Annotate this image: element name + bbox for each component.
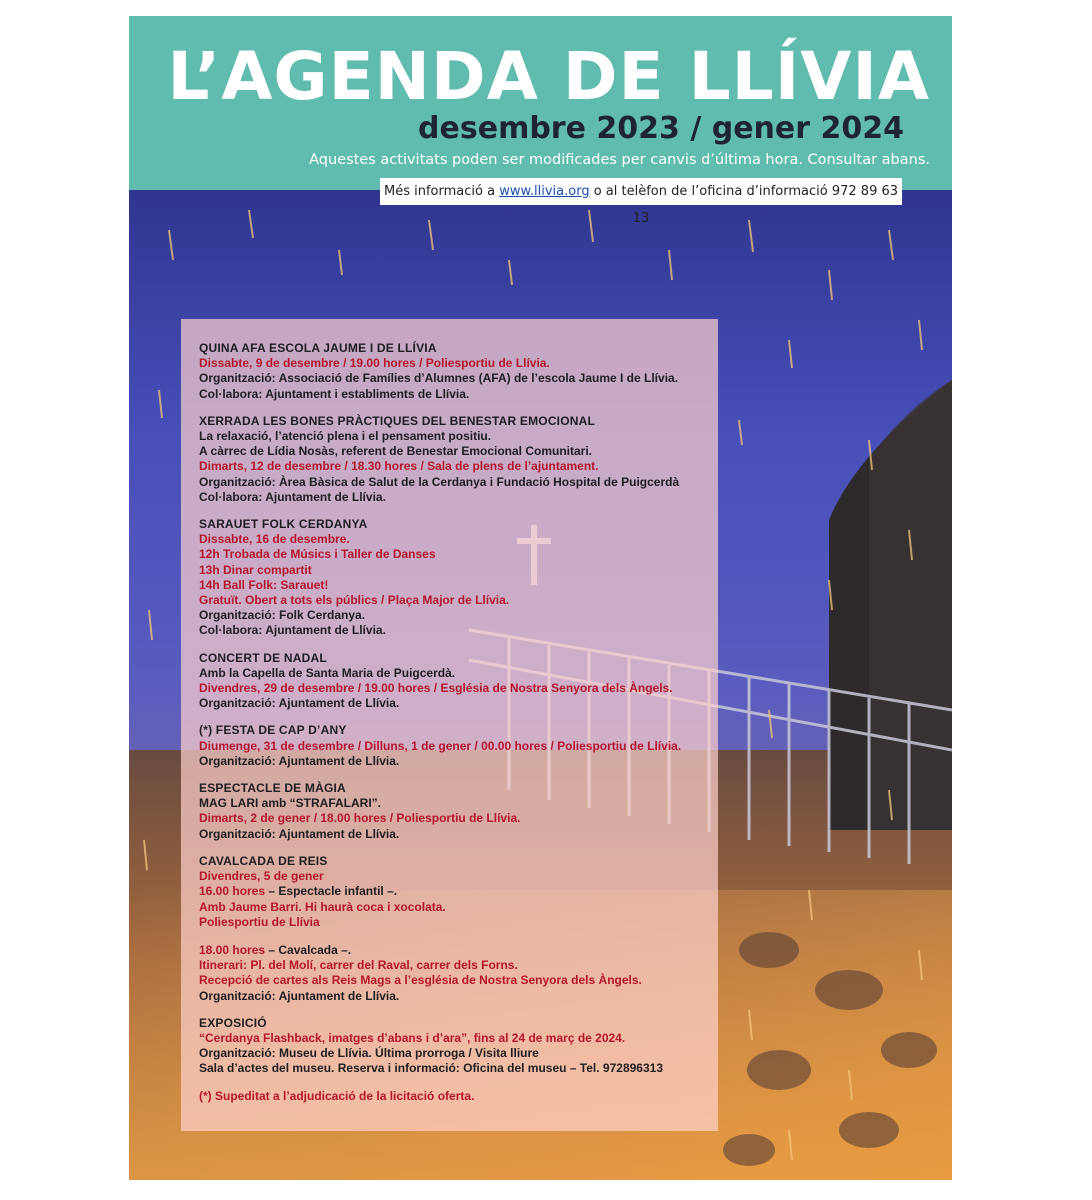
event-block [199,414,711,505]
event-detail: Col·labora: Ajuntament de Llívia. [199,489,386,504]
event-block [199,781,711,842]
event-detail: La relaxació, l’atenció plena i el pensament positiu. [199,429,492,444]
change-notice: Aquestes activitats poden ser modificades per canvis d’última hora. Consultar abans. [309,152,930,168]
agenda-poster [129,16,952,1180]
event-schedule: 12h Trobada de Músics i Taller de Danses [199,547,436,562]
event-detail [199,943,711,958]
event-block [199,854,711,1004]
event-block [199,651,711,712]
event-schedule: Dimarts, 2 de gener / 18.00 hores / Poliesportiu de Llívia. [199,811,521,826]
event-schedule: 13h Dinar compartit [199,562,312,577]
event-schedule: “Cerdanya Flashback, imatges d’abans i d’ara”, fins al 24 de març de 2024. [199,1030,626,1045]
poster-header [129,16,952,190]
event-time: 16.00 hores [199,884,266,899]
events-panel [181,319,718,1131]
event-block [199,723,711,769]
event-detail: Organització: Ajuntament de Llívia. [199,826,400,841]
event-title: CAVALCADA DE REIS [199,853,328,868]
event-detail: Organització: Ajuntament de Llívia. [199,753,400,768]
event-detail: Sala d’actes del museu. Reserva i informació: Oficina del museu – Tel. 972896313 [199,1061,663,1076]
event-schedule: Dissabte, 16 de desembre. [199,532,350,547]
event-schedule: Amb Jaume Barri. Hi haurà coca i xocolata. [199,899,446,914]
event-detail: Organització: Museu de Llívia. Última prorroga / Visita lliure [199,1046,539,1061]
info-prefix: Més informació a [383,184,500,199]
event-detail-text: – Cavalcada –. [265,942,352,957]
event-detail: Col·labora: Ajuntament de Llívia. [199,623,386,638]
event-block [199,1016,711,1077]
line-spacer [199,930,711,943]
event-schedule: Dimarts, 12 de desembre / 18.30 hores / Sala de plens de l’ajuntament. [199,459,599,474]
event-detail: Amb la Capella de Santa Maria de Puigcerdà. [199,665,456,680]
event-schedule: Recepció de cartes als Reis Mags a l’església de Nostra Senyora dels Àngels. [199,973,642,988]
event-detail: A càrrec de Lídia Nosàs, referent de Benestar Emocional Comunitari. [199,444,593,459]
info-bar [380,178,902,226]
event-title: SARAUET FOLK CERDANYA [199,517,368,532]
poster-title: L’AGENDA DE LLÍVIA [167,38,930,115]
event-schedule: Dissabte, 9 de desembre / 19.00 hores / Poliesportiu de Llívia. [199,356,550,371]
event-schedule: Poliesportiu de Llívia [199,914,320,929]
event-title: XERRADA LES BONES PRÀCTIQUES DEL BENESTAR EMOCIONAL [199,413,596,428]
event-detail: Col·labora: Ajuntament i establiments de Llívia. [199,386,470,401]
event-detail: MAG LARI amb “STRAFALARI”. [199,796,381,811]
event-schedule: Divendres, 29 de desembre / 19.00 hores / Església de Nostra Senyora dels Àngels. [199,681,673,696]
event-time: 18.00 hores [199,942,266,957]
event-title: ESPECTACLE DE MÀGIA [199,781,346,796]
poster-subtitle: desembre 2023 / gener 2024 [418,111,904,146]
event-title: (*) FESTA DE CAP D’ANY [199,723,347,738]
event-detail-text: – Espectacle infantil –. [265,884,398,899]
event-schedule: Itinerari: Pl. del Molí, carrer del Raval, carrer dels Forns. [199,958,518,973]
events-list [199,341,711,1104]
footnote: (*) Supeditat a l’adjudicació de la licitació oferta. [199,1088,475,1103]
event-schedule: 14h Ball Folk: Sarauet! [199,577,329,592]
event-schedule: Gratuït. Obert a tots els públics / Plaça Major de Llívia. [199,593,510,608]
event-detail: Organització: Ajuntament de Llívia. [199,696,400,711]
event-detail: Organització: Àrea Bàsica de Salut de la Cerdanya i Fundació Hospital de Puigcerdà [199,474,680,489]
event-detail: Organització: Folk Cerdanya. [199,608,366,623]
event-detail [199,884,711,899]
event-title: CONCERT DE NADAL [199,650,327,665]
event-block [199,341,711,402]
event-schedule: Divendres, 5 de gener [199,869,324,884]
website-link[interactable]: www.llivia.org [499,184,590,199]
info-suffix: o al telèfon de l’oficina d’informació 972 89 63 13 [589,184,899,226]
event-title: EXPOSICIÓ [199,1015,267,1030]
event-title: QUINA AFA ESCOLA JAUME I DE LLÍVIA [199,341,437,355]
event-detail: Organització: Ajuntament de Llívia. [199,988,400,1003]
event-detail: Organització: Associació de Famílies d’Alumnes (AFA) de l’escola Jaume I de Llívia. [199,371,679,386]
event-block [199,517,711,639]
event-schedule: Diumenge, 31 de desembre / Dilluns, 1 de gener / 00.00 hores / Poliesportiu de Llívia. [199,738,682,753]
